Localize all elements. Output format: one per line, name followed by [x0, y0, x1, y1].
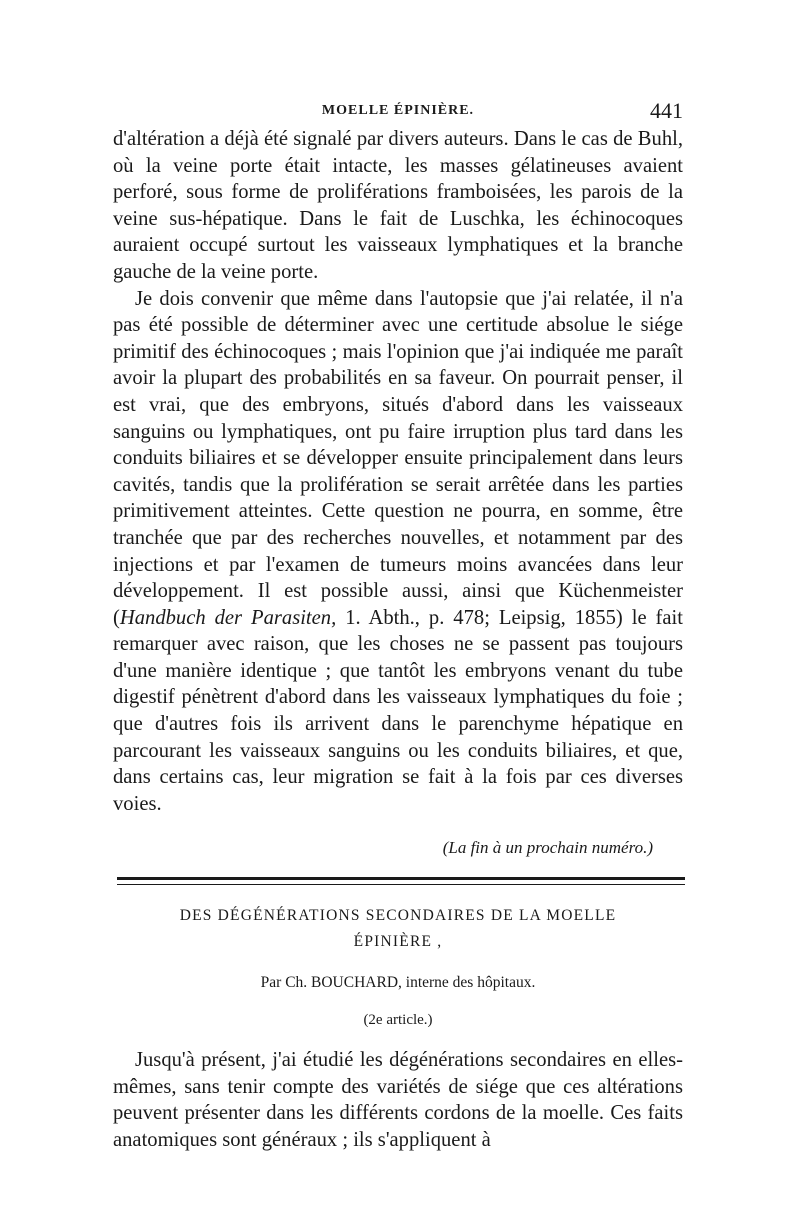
paragraph: [113, 286, 683, 818]
section-divider-thin: [117, 884, 685, 885]
byline: [113, 974, 683, 992]
running-title: MOELLE ÉPINIÈRE.: [321, 103, 475, 118]
byline-author: Ch. BOUCHARD,: [285, 974, 402, 991]
byline-suffix: interne des hôpitaux.: [401, 974, 536, 991]
signoff: (La fin à un prochain numéro.): [442, 838, 653, 857]
text-run: Je dois convenir que même dans l'autopsie que j'ai relatée, il n'a pas été possible de déterminer avec une certitude absolue le siége primitif des échinocoques ; mais l'opinion que j'ai indiquée me paraît avoir la plupart des probabilités en sa faveur. On pourrait penser, il est vrai, que des embryons, situés d'abord dans les vaisseaux sanguins ou lymphatiques, ont pu faire irruption plus tard dans les conduits biliaires et se développer ensuite principalement dans leurs cavités, tandis que la prolifération se serait arrêtée dans les parties primitivement atteintes. Cette question ne pourra, en somme, être tranchée que par des recherches nouvelles, et notamment par des injections et par l'examen de tumeurs moins avancées dans leur développement. Il est possible aussi, ainsi que Küchenmeister (: [113, 287, 683, 629]
page-number: 441: [650, 98, 683, 123]
section-divider-thick: [117, 877, 685, 880]
continued-text: [113, 126, 683, 817]
article-title-line: ÉPINIÈRE ,: [353, 933, 443, 950]
text-run: 1. Abth., p. 478; Leipsig, 1855) le fait remarquer avec raison, que les choses ne se passent pas toujours d'une manière identique ; que tantôt les embryons venant du tube digestif pénètrent d'abord dans les vaisseaux lymphatiques du foie ; que d'autres fois ils arrivent dans le parenchyme hépatique en parcourant les vaisseaux sanguins ou les conduits biliaires, et que, dans certains cas, leur migration se fait à la fois par ces diverses voies.: [113, 606, 683, 815]
article-number: (2e article.): [363, 1012, 433, 1028]
book-title-italic: Handbuch der Parasiten,: [119, 606, 337, 629]
paragraph: d'altération a déjà été signalé par divers auteurs. Dans le cas de Buhl, où la veine porte était intacte, les masses gélatineuses avaient perforé, sous forme de proliférations framboisées, les parois de la veine sus-hépatique. Dans le fait de Luschka, les échinocoques auraient occupé surtout les vaisseaux lymphatiques et la branche gauche de la veine porte.: [113, 128, 683, 283]
paragraph: Jusqu'à présent, j'ai étudié les dégénérations secondaires en elles-mêmes, sans tenir compte des variétés de siége que ces altérations peuvent présenter dans les différents cordons de la moelle. Ces faits anatomiques sont généraux ; ils s'appliquent à: [113, 1049, 683, 1151]
article-title-line: DES DÉGÉNÉRATIONS SECONDAIRES DE LA MOELLE: [179, 907, 617, 924]
article-title: [113, 903, 683, 955]
running-head: [113, 98, 683, 122]
article-body: [113, 1047, 683, 1153]
byline-prefix: Par: [260, 974, 286, 991]
